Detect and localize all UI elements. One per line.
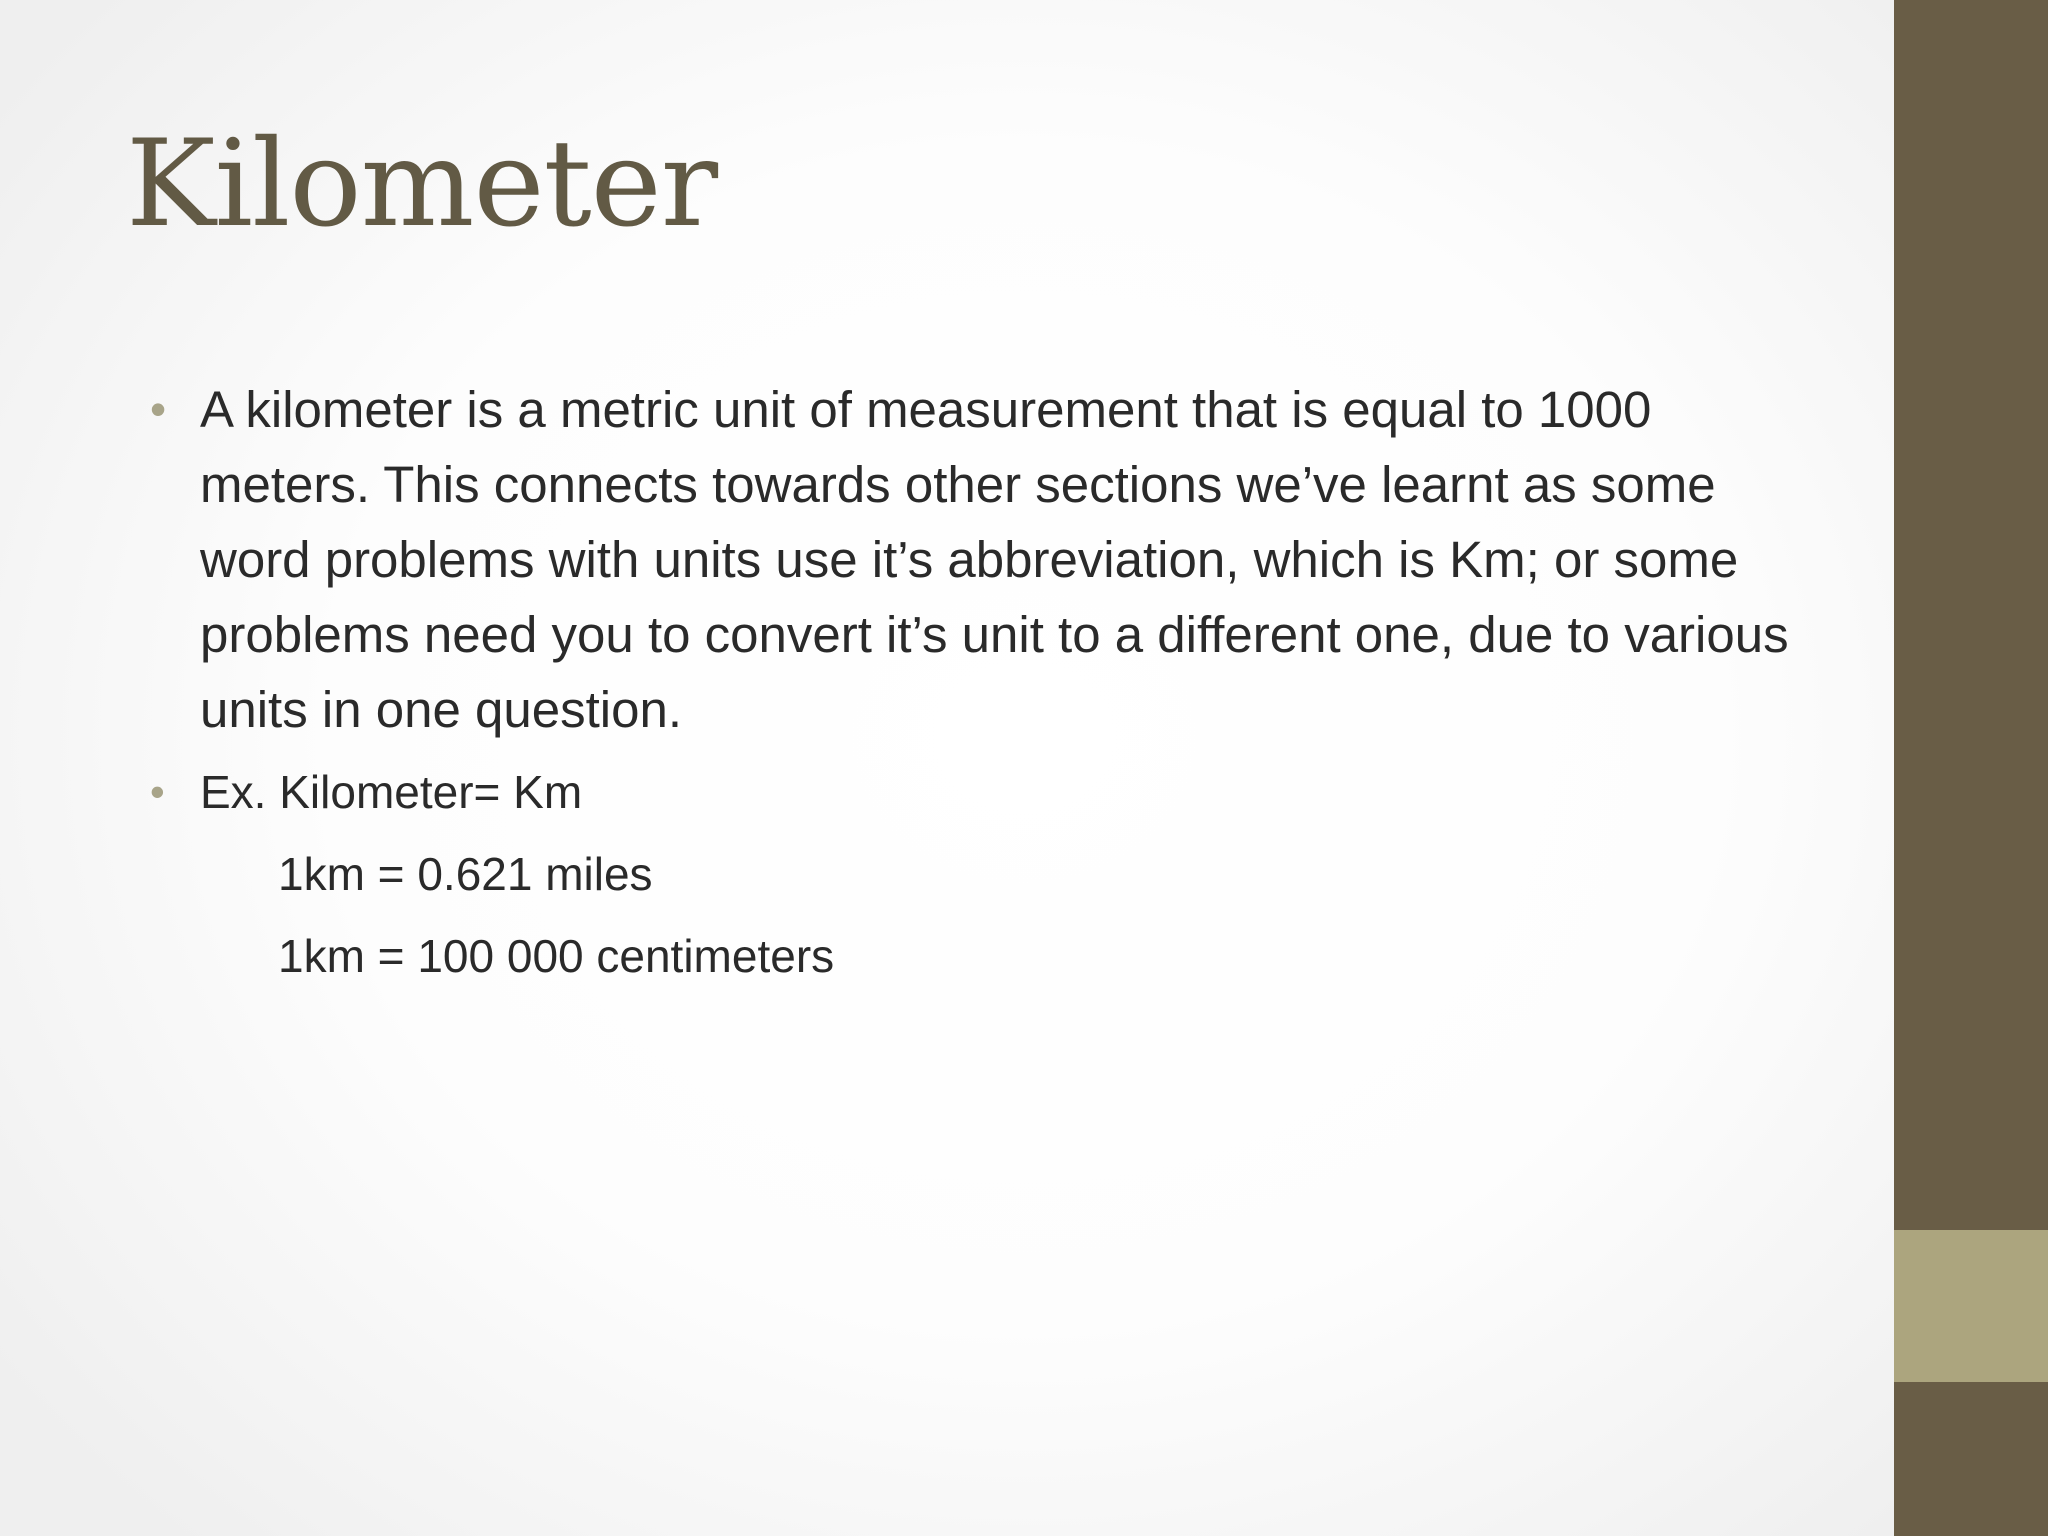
bullet-text: Ex. Kilometer= Km xyxy=(200,766,583,818)
bullet-dot-icon: • xyxy=(150,768,165,815)
bullet-item-example xyxy=(150,759,1800,825)
slide-body xyxy=(150,372,1800,989)
conversion-line-miles: 1km = 0.621 miles xyxy=(278,848,653,900)
bullet-item-definition xyxy=(150,372,1800,747)
bullet-text: A kilometer is a metric unit of measurement that is equal to 1000 meters. This connects towards other sections we’ve learnt as some word problems with units use it’s abbreviation, which is Km; or some problems need you to convert it’s unit to a different one, due to various units in one question. xyxy=(200,381,1789,738)
conversion-line-centimeters: 1km = 100 000 centimeters xyxy=(278,930,835,982)
bullet-dot-icon: • xyxy=(150,383,167,435)
slide-title: Kilometer xyxy=(126,115,718,254)
side-accent-block xyxy=(1894,1230,2048,1382)
